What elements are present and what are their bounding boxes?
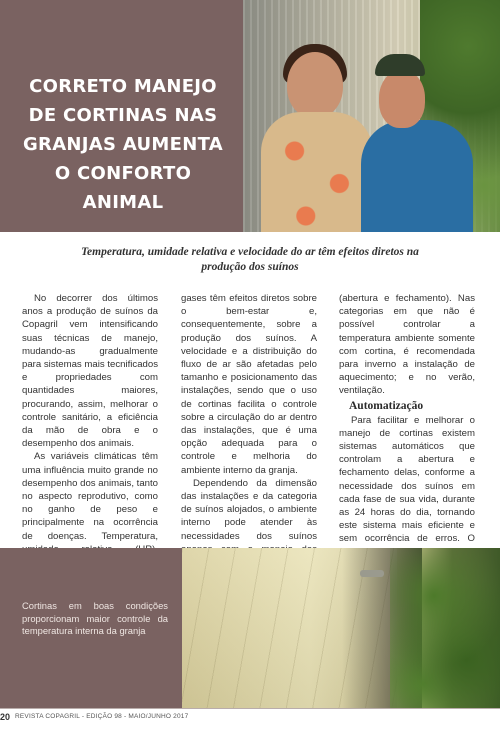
paragraph: (abertura e fechamento). Nas categorias em que não é possível controlar a temperatura ambiente somente com cortina, é recomendada para inverno a instalação de aquecimento; e no verão, ventilação.: [339, 293, 475, 397]
paragraph: Dependendo da dimensão das instalações e da categoria de suínos alojados, o ambiente interno pode atender às necessidades dos suínos: [181, 477, 317, 542]
article-headline: CORRETO MANEJO DE CORTINAS NAS GRANJAS AUMENTA O CONFORTO ANIMAL: [22, 76, 224, 213]
man-cap: [375, 54, 425, 76]
section-heading-automatizacao: Automatização: [349, 399, 424, 412]
woman-face: [287, 52, 343, 118]
paragraph: Para facilitar e melhorar o manejo de cortinas existem sistemas automáticos que controlam a abertura e fechamento delas, conforme a necessidade dos suínos em cada fase de sua vida, durante as 24 horas do dia, tornando este sistema mais eficiente e sem ocorrência de erros. O: [339, 414, 475, 545]
curtain-photo: [182, 548, 500, 708]
paragraph: As variáveis climáticas têm uma influência muito grande no desempenho dos animais, tanto no aspecto reprodutivo, como no ganho de peso e principalmente na ocorrência de doenças. Temperatura,: [22, 451, 158, 542]
man-blue-shirt: [361, 120, 473, 232]
paragraph: No decorrer dos últimos anos a produção de suínos da Copagril vem intensificando suas técnicas de manejo, mudando-as gradualmente para sistemas mais tecnificados e propriedades com quantidades maiores, procurando, assim, melhorar o controle sanitário, a eficiência da mão de obra e o desempenho dos animais.: [22, 293, 158, 450]
trees: [390, 548, 500, 708]
lamp: [360, 570, 384, 577]
header-photo-couple: [243, 0, 500, 232]
header-band: [0, 0, 500, 232]
paragraph: gases têm efeitos diretos sobre o bem-estar e, consequentemente, sobre a produção dos suínos. A velocidade e a distribuição do fluxo de ar são afetadas pelo tamanho e posicionamento das instalações, sendo que o uso de cortinas facilita o controle sobre a circulação do ar dentro das instalações, que é uma opção adequada para o controle e melhoria do ambiente interno da granja.: [181, 293, 317, 476]
man-face: [379, 70, 425, 128]
page-number: 20: [0, 712, 11, 722]
woman-floral-dress: [261, 112, 373, 232]
text-column-2: [181, 292, 317, 569]
text-column-3: [339, 292, 475, 559]
footer-rule: [0, 708, 500, 709]
photo-caption: Cortinas em boas condições proporcionam maior controle da temperatura interna da granja: [22, 600, 168, 636]
article-subtitle: Temperatura, umidade relativa e velocidade do ar têm efeitos diretos na produção dos suínos: [81, 246, 419, 273]
publication-info: REVISTA COPAGRIL - EDIÇÃO 98 - MAIO/JUNHO 2017: [15, 713, 189, 720]
text-column-1: [22, 292, 158, 569]
